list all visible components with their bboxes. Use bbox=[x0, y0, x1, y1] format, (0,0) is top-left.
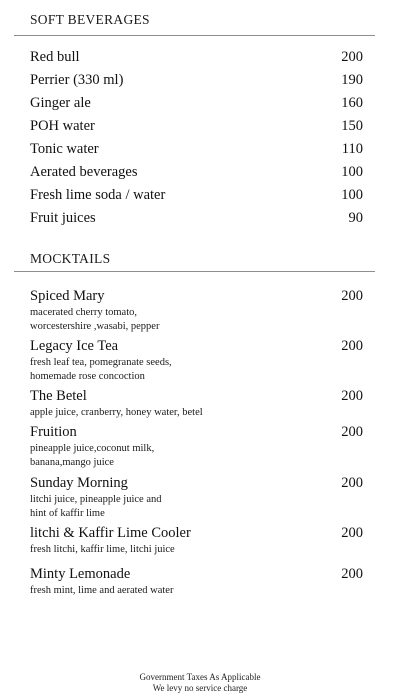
mocktail-price: 200 bbox=[341, 525, 363, 541]
mocktail-description: hint of kaffir lime bbox=[30, 508, 105, 519]
menu-item bbox=[30, 95, 363, 115]
mocktail-description: fresh litchi, kaffir lime, litchi juice bbox=[30, 544, 175, 555]
mocktail-description: banana,mango juice bbox=[30, 457, 114, 468]
mocktail-name: Minty Lemonade bbox=[30, 566, 131, 582]
mocktail-description: homemade rose concoction bbox=[30, 371, 145, 382]
mocktail-item bbox=[30, 388, 363, 420]
item-price: 100 bbox=[341, 187, 363, 203]
soft-beverages-title: SOFT BEVERAGES bbox=[30, 12, 150, 27]
mocktail-item bbox=[30, 475, 363, 521]
soft-beverages-divider bbox=[14, 35, 375, 36]
mocktails-divider bbox=[14, 271, 375, 272]
mocktail-name: The Betel bbox=[30, 388, 87, 404]
mocktail-description: worcestershire ,wasabi, pepper bbox=[30, 321, 160, 332]
item-price: 200 bbox=[341, 49, 363, 65]
mocktail-price: 200 bbox=[341, 388, 363, 404]
menu-item bbox=[30, 72, 363, 92]
mocktail-description: fresh mint, lime and aerated water bbox=[30, 585, 174, 596]
mocktail-price: 200 bbox=[341, 288, 363, 304]
item-price: 190 bbox=[341, 72, 363, 88]
item-price: 160 bbox=[341, 95, 363, 111]
item-name: Fruit juices bbox=[30, 210, 96, 226]
mocktail-item bbox=[30, 338, 363, 384]
item-price: 150 bbox=[341, 118, 363, 134]
item-name: Fresh lime soda / water bbox=[30, 187, 166, 203]
mocktail-description: macerated cherry tomato, bbox=[30, 307, 137, 318]
item-name: Red bull bbox=[30, 49, 80, 65]
item-price: 110 bbox=[341, 141, 363, 157]
mocktail-price: 200 bbox=[341, 566, 363, 582]
mocktail-item bbox=[30, 424, 363, 470]
item-name: POH water bbox=[30, 118, 95, 134]
menu-item bbox=[30, 187, 363, 207]
mocktail-price: 200 bbox=[341, 475, 363, 491]
mocktail-name: Fruition bbox=[30, 424, 77, 440]
footer-service-note: We levy no service charge bbox=[152, 683, 248, 693]
mocktail-item bbox=[30, 566, 363, 598]
item-price: 90 bbox=[348, 210, 363, 226]
menu-item bbox=[30, 141, 363, 161]
mocktail-description: apple juice, cranberry, honey water, betel bbox=[30, 407, 203, 418]
mocktail-name: Spiced Mary bbox=[30, 288, 105, 304]
menu-item bbox=[30, 210, 363, 230]
item-name: Aerated beverages bbox=[30, 164, 138, 180]
mocktail-description: fresh leaf tea, pomegranate seeds, bbox=[30, 357, 172, 368]
mocktail-item bbox=[30, 525, 363, 557]
mocktails-title: MOCKTAILS bbox=[30, 251, 111, 266]
menu-item bbox=[30, 118, 363, 138]
mocktail-description: litchi juice, pineapple juice and bbox=[30, 494, 162, 505]
item-price: 100 bbox=[341, 164, 363, 180]
mocktail-price: 200 bbox=[341, 424, 363, 440]
menu-item bbox=[30, 164, 363, 184]
item-name: Perrier (330 ml) bbox=[30, 72, 124, 88]
menu-item bbox=[30, 49, 363, 69]
item-name: Tonic water bbox=[30, 141, 99, 157]
item-name: Ginger ale bbox=[30, 95, 91, 111]
mocktail-name: Sunday Morning bbox=[30, 475, 128, 491]
mocktail-item bbox=[30, 288, 363, 334]
mocktail-description: pineapple juice,coconut milk, bbox=[30, 443, 155, 454]
mocktail-name: Legacy Ice Tea bbox=[30, 338, 119, 354]
mocktail-name: litchi & Kaffir Lime Cooler bbox=[30, 525, 191, 541]
footer-tax-note: Government Taxes As Applicable bbox=[139, 672, 261, 682]
mocktail-price: 200 bbox=[341, 338, 363, 354]
